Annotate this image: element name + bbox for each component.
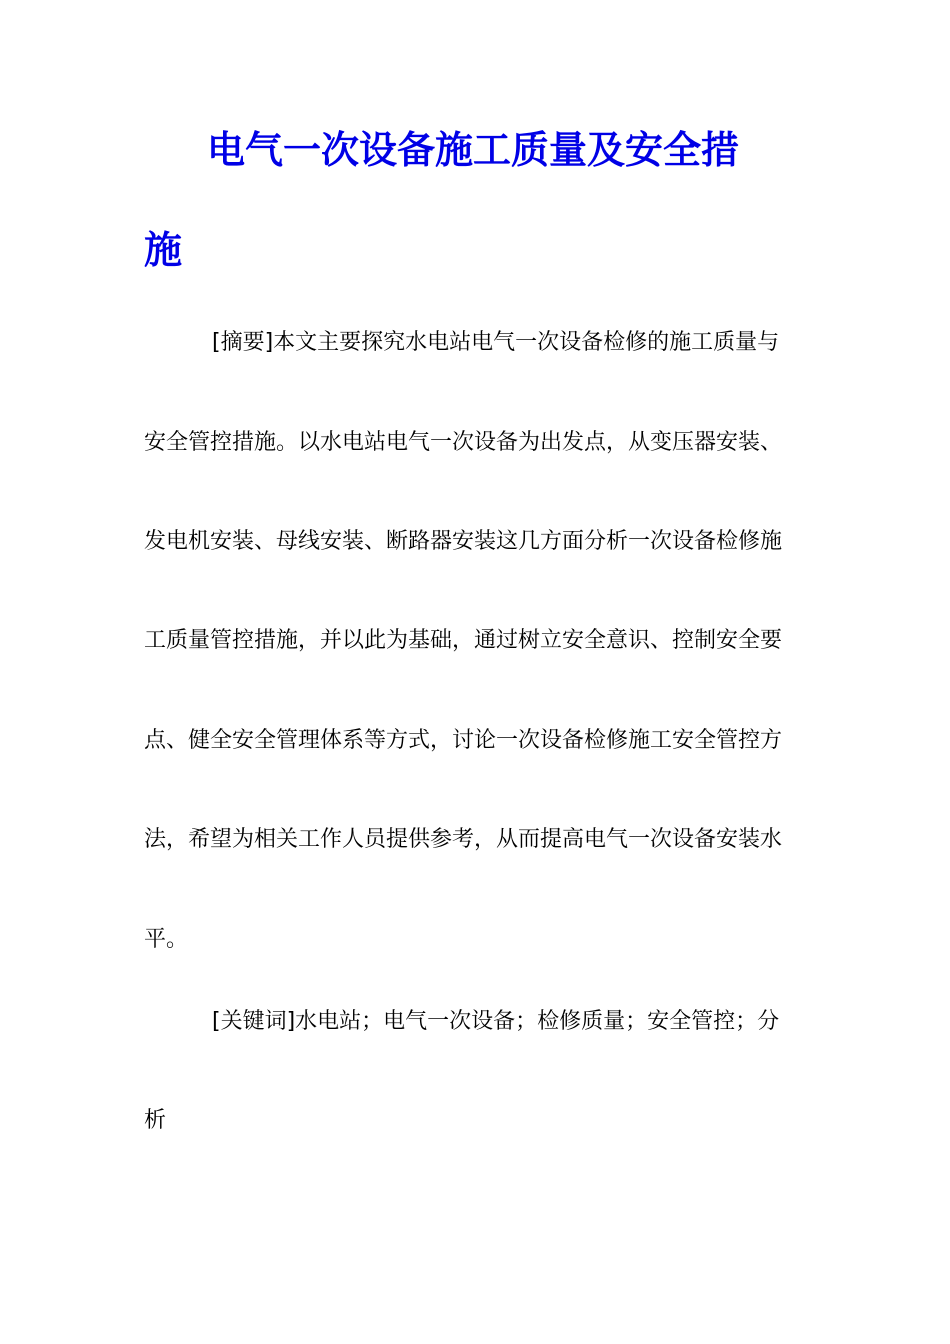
document-title-line-2: 施 [144,228,183,272]
abstract-line-7: 平。 [144,927,189,952]
document-title-line-1: 电气一次设备施工质量及安全措 [207,128,740,172]
abstract-line-4: 工质量管控措施，并以此为基础，通过树立安全意识、控制安全要 [144,628,783,653]
abstract-line-2: 安全管控措施。以水电站电气一次设备为出发点，从变压器安装、 [144,430,783,455]
keywords-line-2: 析 [144,1108,167,1133]
abstract-line-3: 发电机安装、母线安装、断路器安装这几方面分析一次设备检修施 [144,529,783,554]
keywords-line-1: [关键词]水电站；电气一次设备；检修质量；安全管控；分 [212,1009,780,1034]
abstract-line-5: 点、健全安全管理体系等方式，讨论一次设备检修施工安全管控方 [144,728,783,753]
abstract-line-6: 法，希望为相关工作人员提供参考，从而提高电气一次设备安装水 [144,827,783,852]
abstract-line-1: [摘要]本文主要探究水电站电气一次设备检修的施工质量与 [212,330,780,355]
